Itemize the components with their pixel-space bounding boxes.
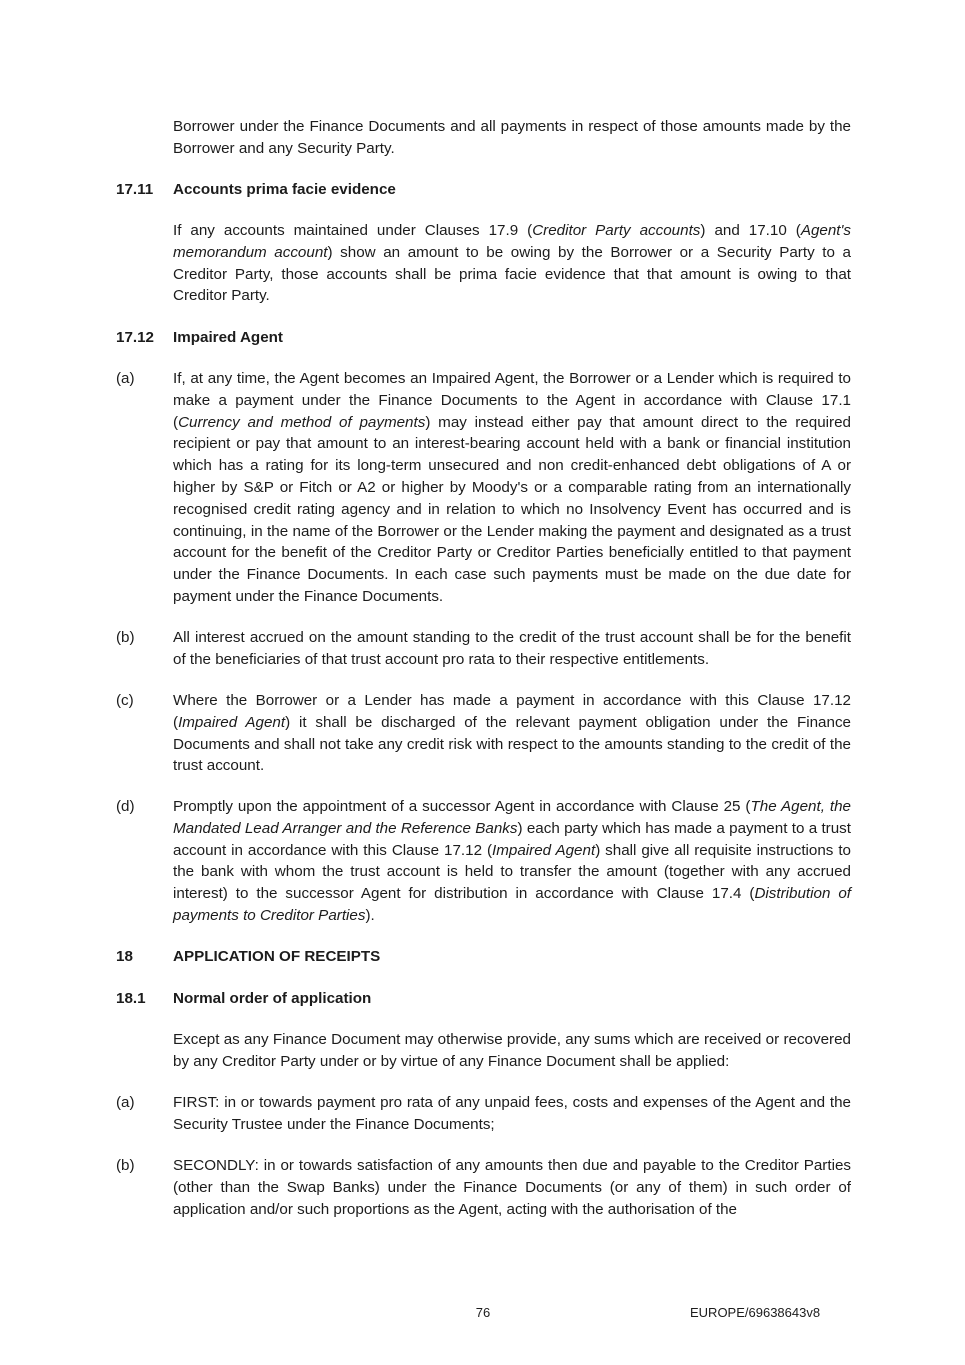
clause-heading-18-1: Normal order of application: [173, 990, 372, 1007]
page-number: 76: [475, 1305, 491, 1320]
item-17-12-b: All interest accrued on the amount standing to the credit of the trust account shall be for the benefit of the beneficiaries of that trust account pro rata to their respective entitlements.: [173, 629, 851, 668]
item-label-17-12-d: (d): [116, 798, 135, 815]
document-reference: EUROPE/69638643v8: [690, 1305, 821, 1320]
clause-heading-18: APPLICATION OF RECEIPTS: [173, 948, 381, 965]
clause-18-1-intro: Except as any Finance Document may otherwise provide, any sums which are received or recovered by any Creditor Party under or by virtue of any Finance Document shall be applied:: [173, 1031, 851, 1070]
item-label-17-12-b: (b): [116, 629, 135, 646]
clause-number-18: 18: [116, 948, 133, 965]
clause-number-18-1: 18.1: [116, 990, 146, 1007]
item-label-18-1-a: (a): [116, 1094, 135, 1111]
continuation-paragraph: Borrower under the Finance Documents and all payments in respect of those amounts made by the Borrower and any Security Party.: [173, 118, 851, 157]
item-18-1-b: SECONDLY: in or towards satisfaction of any amounts then due and payable to the Creditor Parties (other than the Swap Banks) under the Finance Documents (or any of them) in such order of application and/or such proportions as the Agent, acting with the authorisation of the: [173, 1157, 851, 1218]
clause-heading-17-12: Impaired Agent: [173, 329, 283, 346]
item-label-17-12-a: (a): [116, 370, 135, 387]
clause-17-11-paragraph: If any accounts maintained under Clauses 17.9 (Creditor Party accounts) and 17.10 (Agent's memorandum account) show an amount to be owing by the Borrower or a Security Party to a Creditor Party, those accounts shall be prima facie evidence that that amount is owing to that Creditor Party.: [173, 222, 852, 305]
item-label-18-1-b: (b): [116, 1157, 135, 1174]
clause-number-17-11: 17.11: [116, 181, 154, 198]
item-17-12-d: Promptly upon the appointment of a successor Agent in accordance with Clause 25 (The Agent, the Mandated Lead Arranger and the Reference Banks) each party which has made a payment to a trust account in accordance with this Clause 17.12 (Impaired Agent) shall give all requisite instructions to the bank with whom the trust account is held to transfer the amount (together with any accrued interest) to the successor Agent for distribution in accordance with Clause 17.4 (Distribution of payments to Creditor Parties).: [173, 798, 852, 924]
item-18-1-a: FIRST: in or towards payment pro rata of any unpaid fees, costs and expenses of the Agent and the Security Trustee under the Finance Documents;: [173, 1094, 851, 1133]
item-17-12-a: If, at any time, the Agent becomes an Impaired Agent, the Borrower or a Lender which is required to make a payment under the Finance Documents to the Agent in accordance with Clause 17.1 (Currency and method of payments) may instead either pay that amount direct to the required recipient or pay that amount to an interest-bearing account held with a bank or financial institution which has a rating for its long-term unsecured and non credit-enhanced debt obligations of A or higher by S&P or Fitch or A2 or higher by Moody's or a comparable rating from an internationally recognised credit rating agency and in relation to which no Insolvency Event has occurred and is continuing, in the name of the Borrower or the Lender making the payment and designated as a trust account for the benefit of the Creditor Party or Creditor Parties beneficially entitled to that payment under the Finance Documents. In each case such payments must be made on the due date for payment under the Finance Documents.: [173, 370, 852, 605]
clause-heading-17-11: Accounts prima facie evidence: [173, 181, 396, 198]
item-17-12-c: Where the Borrower or a Lender has made a payment in accordance with this Clause 17.12 (Impaired Agent) it shall be discharged of the relevant payment obligation under the Finance Documents and shall not take any credit risk with respect to the amounts standing to the credit of the trust account.: [173, 692, 851, 775]
clause-number-17-12: 17.12: [116, 329, 155, 346]
item-label-17-12-c: (c): [116, 692, 134, 709]
